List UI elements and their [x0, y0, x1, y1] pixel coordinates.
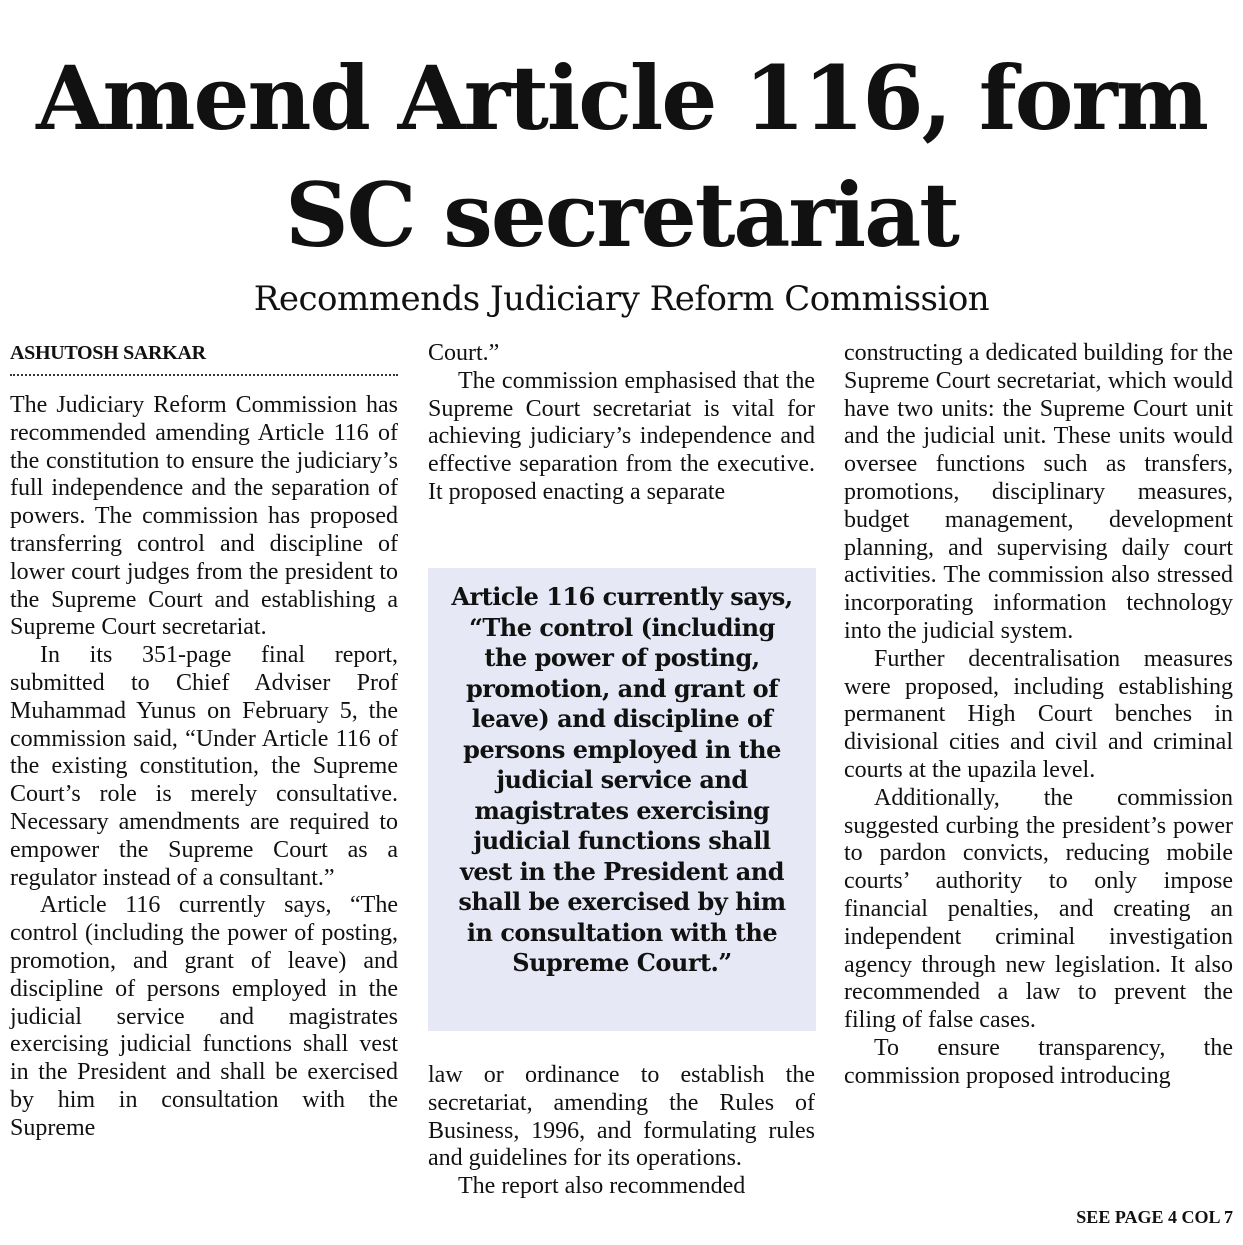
paragraph: Article 116 currently says, “The control (including the power of posting, promotion, and grant of leave) and discipline of persons employed in the judicial service and magistrates exercising judicial functions shall vest in the President and shall be exercised by him in consultation with the Supreme	[10, 892, 398, 1141]
headline: Amend Article 116, form SC secretariat	[36, 46, 1207, 267]
pull-quote: Article 116 currently says, “The control (including the power of posting, promotion, and grant of leave) and discipline of persons employed in the judicial service and magistrates exercising judicial functions shall vest in the President and shall be exercised by him in consultation with the Supreme Court.”	[428, 568, 816, 1031]
paragraph: The report also recommended	[458, 1173, 746, 1200]
article-column-2-top	[428, 340, 815, 507]
paragraph: constructing a dedicated building for the Supreme Court secretariat, which would have two units: the Supreme Court unit and the judicial unit. These units would oversee functions such as transfers, promotions, disciplinary measures, budget management, development planning, and supervising daily court activities. The commission also stressed incorporating information technology into the judicial system.	[844, 340, 1233, 644]
paragraph: The Judiciary Reform Commission has recommended amending Article 116 of the constitution to ensure the judiciary’s full independence and the separation of powers. The commission has proposed transferring control and discipline of lower court judges from the president to the Supreme Court and establishing a Supreme Court secretariat.	[10, 392, 398, 641]
continuation-note: SEE PAGE 4 COL 7	[1076, 1207, 1233, 1227]
paragraph: Further decentralisation measures were proposed, including establishing permanent High Court benches in divisional cities and civil and criminal courts at the upazila level.	[844, 645, 1233, 783]
article-column-3	[844, 340, 1233, 1091]
paragraph: To ensure transparency, the commission proposed introducing	[844, 1034, 1233, 1089]
paragraph: law or ordinance to establish the secretariat, amending the Rules of Business, 1996, and formulating rules and guidelines for its operations.	[428, 1062, 815, 1172]
paragraph: Additionally, the commission suggested curbing the president’s power to pardon convicts, reducing mobile courts’ authority to only impose financial penalties, and creating an independent criminal investigation agency through new legislation. It also recommended a law to prevent the filing of false cases.	[844, 784, 1233, 1034]
article-column-1	[10, 392, 398, 1143]
article-column-2-bottom	[428, 1062, 815, 1201]
paragraph: In its 351-page final report, submitted to Chief Adviser Prof Muhammad Yunus on February 5, the commission said, “Under Article 116 of the existing constitution, the Supreme Court’s role is merely consultative. Necessary amendments are required to empower the Supreme Court as a regulator instead of a consultant.”	[10, 642, 398, 891]
subheadline: Recommends Judiciary Reform Commission	[253, 279, 990, 319]
paragraph: The commission emphasised that the Supreme Court secretariat is vital for achieving judiciary’s independence and effective separation from the executive. It proposed enacting a separate	[428, 367, 815, 505]
paragraph: Court.”	[428, 340, 500, 366]
byline: ASHUTOSH SARKAR	[10, 340, 398, 376]
